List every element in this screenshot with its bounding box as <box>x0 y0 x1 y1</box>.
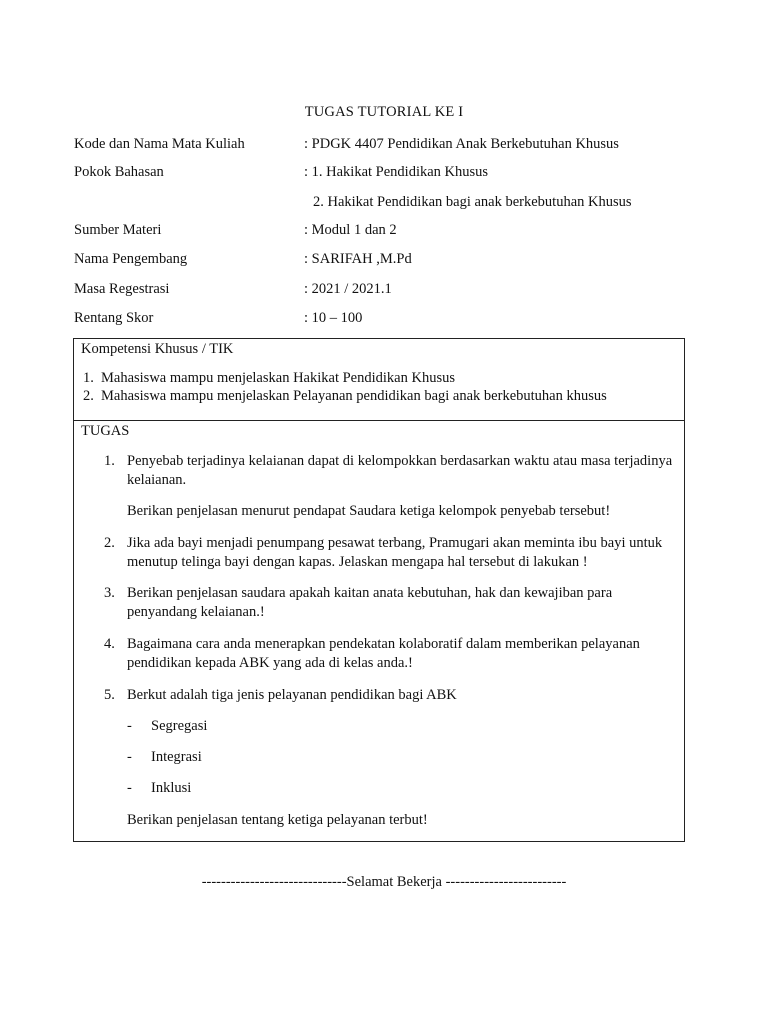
dash-bullet: - <box>127 780 132 796</box>
kode-label: Kode dan Nama Mata Kuliah <box>74 136 245 152</box>
kompetensi-item-text: Mahasiswa mampu menjelaskan Pelayanan pendidikan bagi anak berkebutuhan khusus <box>101 388 607 404</box>
info-row-kode <box>74 134 619 154</box>
pokok-value-1: : 1. Hakikat Pendidikan Khusus <box>304 164 489 180</box>
pokok-value-2: 2. Hakikat Pendidikan bagi anak berkebutuhan Khusus <box>313 194 632 210</box>
sumber-value: : Modul 1 dan 2 <box>304 222 397 238</box>
service-option <box>127 717 207 736</box>
info-row-masa <box>74 279 392 299</box>
pengembang-value: : SARIFAH ,M.Pd <box>304 251 412 267</box>
task-5-instruction: Berikan penjelasan tentang ketiga pelayanan terbut! <box>127 812 428 828</box>
pokok-label: Pokok Bahasan <box>74 164 164 180</box>
dash-bullet: - <box>127 749 132 765</box>
sumber-label: Sumber Materi <box>74 222 162 238</box>
pengembang-label: Nama Pengembang <box>74 251 188 267</box>
info-row-sumber <box>74 220 397 240</box>
task-number: 4. <box>104 636 115 652</box>
kompetensi-item <box>83 387 607 405</box>
kompetensi-item <box>83 369 455 387</box>
service-option-label: Inklusi <box>151 780 192 796</box>
masa-label: Masa Regestrasi <box>74 281 170 297</box>
kompetensi-item-number: 2. <box>83 388 94 404</box>
masa-value: : 2021 / 2021.1 <box>304 281 392 297</box>
kode-value: : PDGK 4407 Pendidikan Anak Berkebutuhan Khusus <box>304 136 619 152</box>
skor-value: : 10 – 100 <box>304 310 363 326</box>
task-1-instruction: Berikan penjelasan menurut pendapat Saudara ketiga kelompok penyebab tersebut! <box>127 503 611 519</box>
closing-line: ------------------------------Selamat Bekerja ------------------------- <box>201 874 567 890</box>
task-text: Berikan penjelasan saudara apakah kaitan anata kebutuhan, hak dan kewajiban para penyandang kelaianan.! <box>127 585 613 620</box>
task-text: Penyebab terjadinya kelaianan dapat di kelompokkan berdasarkan waktu atau masa terjadinya kelaianan. <box>127 453 673 488</box>
tugas-box <box>73 420 685 842</box>
task-number: 1. <box>104 453 115 469</box>
task-number: 2. <box>104 535 115 551</box>
kompetensi-item-number: 1. <box>83 370 94 386</box>
task-text: Bagaimana cara anda menerapkan pendekatan kolaboratif dalam memberikan pelayanan pendidikan kepada ABK yang ada di kelas anda.! <box>127 636 640 671</box>
kompetensi-heading: Kompetensi Khusus / TIK <box>81 341 234 357</box>
task-number: 5. <box>104 687 115 703</box>
info-row-pengembang <box>74 249 412 269</box>
info-row-pokok <box>74 162 488 182</box>
document-title: TUGAS TUTORIAL KE I <box>304 104 464 120</box>
service-option-label: Integrasi <box>151 749 202 765</box>
kompetensi-box <box>73 338 685 421</box>
tugas-heading: TUGAS <box>81 423 130 439</box>
service-option <box>127 779 191 798</box>
task-text: Berkut adalah tiga jenis pelayanan pendidikan bagi ABK <box>127 687 457 703</box>
task-number: 3. <box>104 585 115 601</box>
service-option <box>127 748 202 767</box>
service-option-label: Segregasi <box>151 718 208 734</box>
dash-bullet: - <box>127 718 132 734</box>
skor-label: Rentang Skor <box>74 310 154 326</box>
kompetensi-item-text: Mahasiswa mampu menjelaskan Hakikat Pendidikan Khusus <box>101 370 455 386</box>
info-row-skor <box>74 308 362 328</box>
task-text: Jika ada bayi menjadi penumpang pesawat terbang, Pramugari akan meminta ibu bayi untuk menutup telinga bayi dengan kapas. Jelaskan mengapa hal tersebut di lakukan ! <box>127 535 663 570</box>
